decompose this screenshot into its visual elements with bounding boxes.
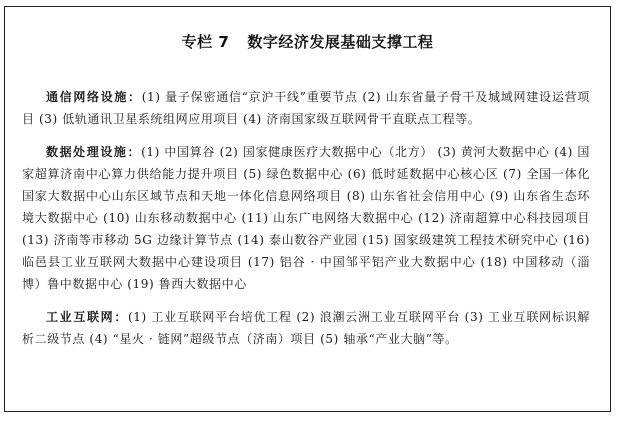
column-title <box>5 31 610 52</box>
paragraph-communication-network <box>22 86 590 130</box>
paragraph-data-processing <box>22 141 590 295</box>
paragraph-heading: 数据处理设施： <box>46 145 142 159</box>
paragraph-body: (1) 量子保密通信“京沪干线”重要节点 (2) 山东省量子骨干及城域网建设运营项目 (3) 低轨通讯卫星系统组网应用项目 (4) 济南国家级互联网骨干直联点工程等。 <box>22 90 590 126</box>
column-title-text: 数字经济发展基础支撑工程 <box>247 33 434 51</box>
paragraph-industrial-internet <box>22 306 590 350</box>
column-number: 专栏 7 <box>181 33 230 51</box>
paragraph-heading: 工业互联网： <box>46 310 128 324</box>
paragraph-heading: 通信网络设施： <box>46 90 142 104</box>
column-content <box>22 86 590 361</box>
paragraph-body: (1) 中国算谷 (2) 国家健康医疗大数据中心（北方） (3) 黄河大数据中心 (4) 国家超算济南中心算力供给能力提升项目 (5) 绿色数据中心 (6) 低时延数据中心核心区 (7) 全国一体化国家大数据中心山东区域节点和天地一体化信息网络项目 (8) 山东省社会信用中心 (9) 山东省生态环境大数据中心 (10) 山东移动数据中心 (11) 山东广电网络大数据中心 (12) 济南超算中心科技园项目 (13) 济南等市移动 5G 边缘计算节点 (14) 泰山数谷产业园 (15) 国家级建筑工程技术研究中心 (16) 临邑县工业互联网大数据中心建设项目 (17) 铝谷 · 中国邹平铝产业大数据中心 (18) 中国移动（淄博）鲁中数据中心 (19) 鲁西大数据中心 <box>22 145 590 291</box>
paragraph-body: (1) 工业互联网平台培优工程 (2) 浪潮云洲工业互联网平台 (3) 工业互联网标识解析二级节点 (4) “星火 · 链网”超级节点（济南）项目 (5) 轴承“产业大脑”等。 <box>22 310 590 346</box>
